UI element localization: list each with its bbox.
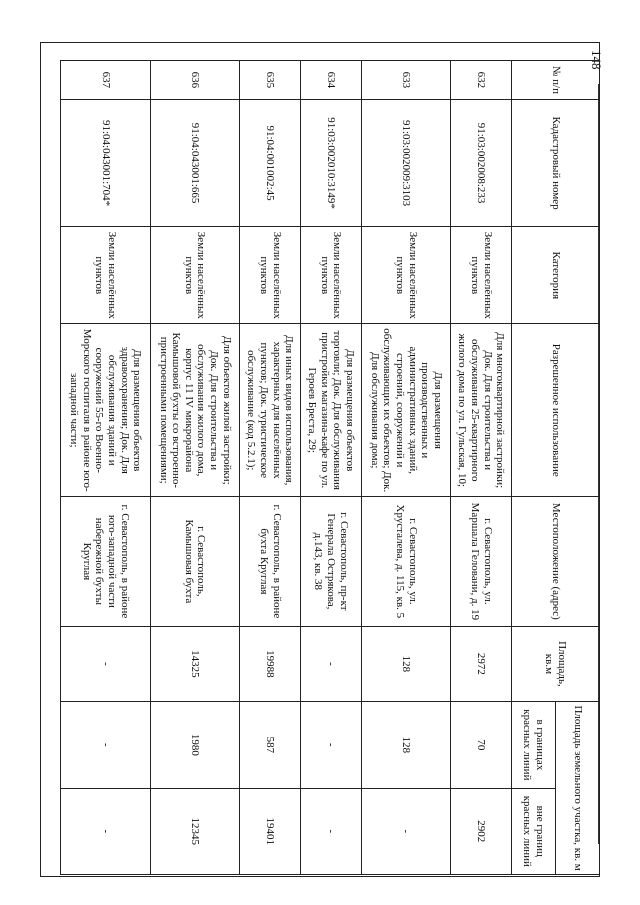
page-number: 148 [589, 50, 604, 70]
cell-num: 632 [451, 61, 512, 100]
table-row [240, 61, 301, 875]
cell-within: 587 [240, 702, 301, 788]
header-outside: вне границ красных линий [512, 788, 556, 874]
header-category: Категория [512, 227, 600, 324]
cell-cadastral: 91:03:002010:3149* [300, 99, 361, 226]
cell-cadastral: 91:04:001002:45 [240, 99, 301, 226]
cell-category: Земли населённых пунктов [240, 227, 301, 324]
cell-use: Для объектов жилой застройки; Док. Для строительства и обслуживания жилого дома, корпус 11 IV микрорайона Камышовой бухты со встроенно-пристроенными помещениями; [150, 324, 240, 497]
cell-area: - [300, 626, 361, 702]
cell-location: г. Севастополь, ул. Хрусталева, д. 115, кв. 5 [361, 497, 451, 627]
header-within: в границах красных линий [512, 702, 556, 788]
cell-use: Для размещения объектов здравоохранения; Док. Для обслуживания зданий и сооружений 55-го Военно-Морского госпиталя в районе юго-западной части; [61, 324, 151, 497]
cell-outside: - [61, 788, 151, 874]
land-plots-table [60, 60, 600, 875]
rotated-table-container [60, 60, 600, 875]
cell-area: 2972 [451, 626, 512, 702]
cell-use: Для иных видов использования, характерных для населённых пунктов; Док. туристическое обслуживание (код 5.2.1); [240, 324, 301, 497]
cell-outside: 12345 [150, 788, 240, 874]
cell-use: Для размещения объектов торговли; Док. Для обслуживания пристройки магазина-кафе по ул. Героев Бреста, 29; [300, 324, 361, 497]
cell-category: Земли населённых пунктов [361, 227, 451, 324]
cell-location: г. Севастополь, в районе юго-западной части набережной бухты Круглая [61, 497, 151, 627]
cell-area: - [61, 626, 151, 702]
header-use: Разрешенное использование [512, 324, 600, 497]
cell-category: Земли населённых пунктов [300, 227, 361, 324]
cell-outside: 19401 [240, 788, 301, 874]
cell-num: 633 [361, 61, 451, 100]
table-row [451, 61, 512, 875]
cell-outside: - [361, 788, 451, 874]
cell-location: г. Севастополь, ул. Маршала Геловани, д. 19 [451, 497, 512, 627]
header-area: Площадь, кв.м [512, 626, 600, 702]
cell-category: Земли населённых пунктов [61, 227, 151, 324]
cell-within: 128 [361, 702, 451, 788]
cell-location: г. Севастополь, пр-кт Генерала Острякова, д.143, кв. 38 [300, 497, 361, 627]
header-land-area: Площадь земельного участка, кв. м [556, 702, 600, 875]
cell-category: Земли населённых пунктов [451, 227, 512, 324]
cell-num: 634 [300, 61, 361, 100]
cell-use: Для многоквартирной застройки; Док. Для строительства и обслуживания 25-квартирного жилого дома по ул. Гульская, 10; [451, 324, 512, 497]
cell-area: 19988 [240, 626, 301, 702]
cell-within: - [61, 702, 151, 788]
table-row [61, 61, 151, 875]
cell-cadastral: 91:04:043001:665 [150, 99, 240, 226]
cell-outside: - [300, 788, 361, 874]
cell-num: 636 [150, 61, 240, 100]
cell-num: 635 [240, 61, 301, 100]
cell-within: - [300, 702, 361, 788]
cell-outside: 2902 [451, 788, 512, 874]
cell-location: г. Севастополь, Камышовая бухта [150, 497, 240, 627]
table-row [150, 61, 240, 875]
header-num: № п/п [512, 61, 600, 100]
cell-area: 14325 [150, 626, 240, 702]
table-row [361, 61, 451, 875]
cell-num: 637 [61, 61, 151, 100]
cell-cadastral: 91:04:043001:704* [61, 99, 151, 226]
cell-cadastral: 91:03:002008:233 [451, 99, 512, 226]
cell-cadastral: 91:03:002009:3103 [361, 99, 451, 226]
cell-use: Для размещения производственных и административных зданий, строений, сооружений и обслуживающих их объектов; Док. Для обслуживания дома; [361, 324, 451, 497]
cell-within: 1980 [150, 702, 240, 788]
cell-within: 70 [451, 702, 512, 788]
cell-category: Земли населённых пунктов [150, 227, 240, 324]
table-row [300, 61, 361, 875]
cell-area: 128 [361, 626, 451, 702]
cell-location: г. Севастополь, в районе бухта Круглая [240, 497, 301, 627]
header-cadastral: Кадастровый номер [512, 99, 600, 226]
header-location: Местоположение (адрес) [512, 497, 600, 627]
